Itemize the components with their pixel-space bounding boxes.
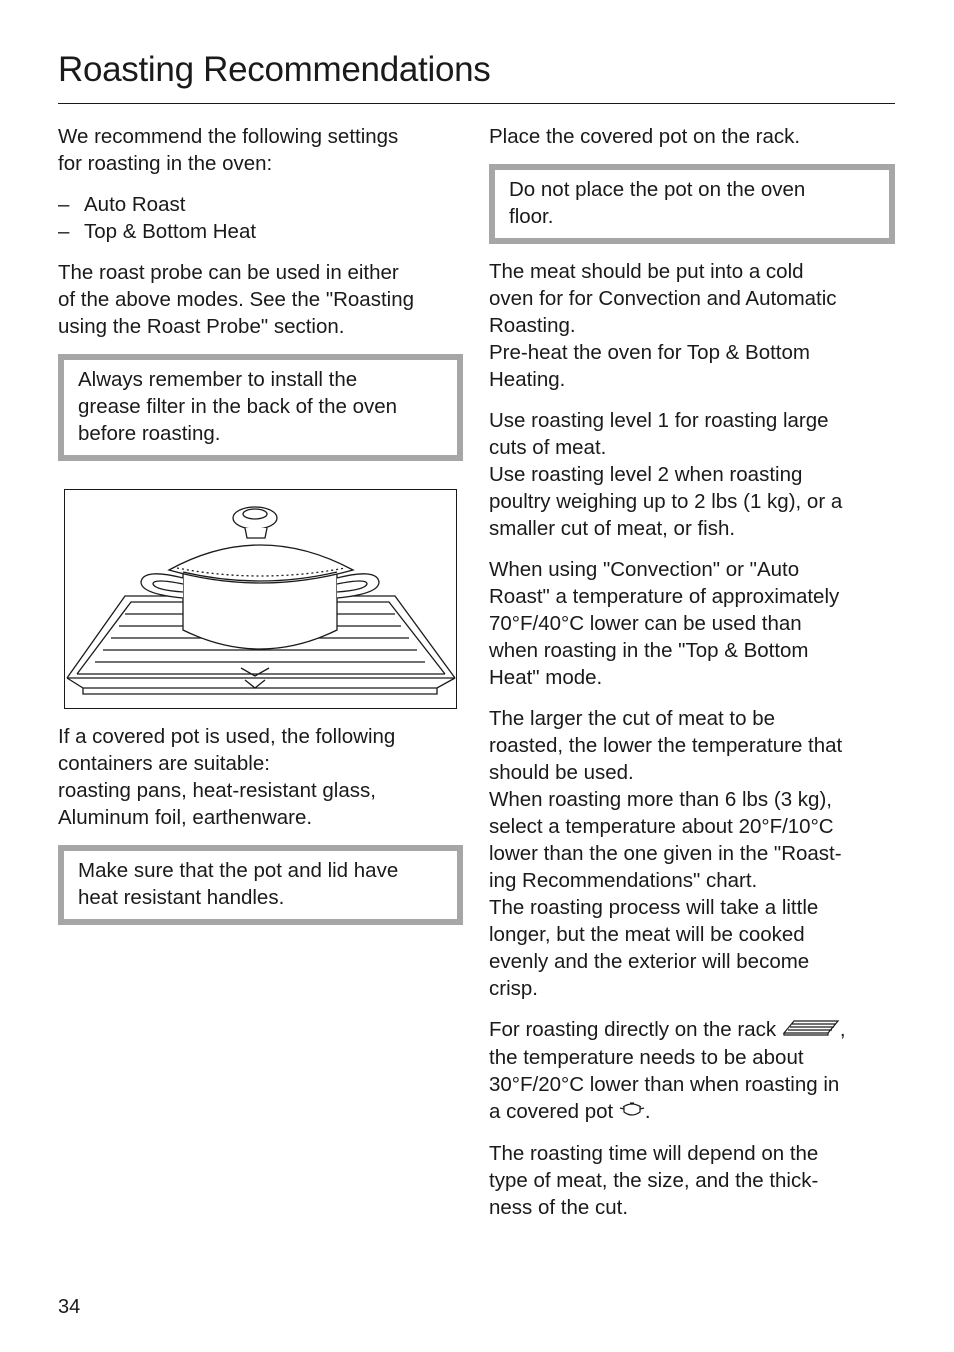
rack-text-part: . [644,1100,651,1124]
covered-pot-on-rack-illustration [64,489,457,709]
roasting-levels-text: Use roasting level 1 for roasting large cuts of meat. Use roasting level 2 when roasting poultry weighing up to 2 lbs (1 kg), or a smaller cut of meat, or fish. [489,409,843,540]
modes-list [58,191,463,245]
probe-text: The roast probe can be used in either of the above modes. See the "Roasting using the Roast Probe" section. [58,261,415,338]
convection-temperature-text: When using "Convection" or "Auto Roast" a temperature of approximately 70°F/40°C lower can be used than when roasting in the "Top & Bottom Heat" mode. [489,558,840,689]
page-title: Roasting Recommendations [58,50,491,89]
place-pot-text: Place the covered pot on the rack. [489,125,801,148]
covered-pot-icon [619,1099,645,1126]
list-item: – Auto Roast [58,191,463,218]
right-column [489,123,895,1235]
larger-cut-text: The larger the cut of meat to be roasted, the lower the temperature that should be used. When roasting more than 6 lbs (3 kg), select a temperature about 20°F/10°C lower than the one given in the "Roast- ing Recommendations" chart. The roasting process will take a little longer, but the meat will be cooked evenly and the exterior will become crisp. [489,707,843,1000]
rack-roasting-text [489,1016,895,1126]
page-number: 34 [58,1296,81,1318]
grease-filter-note: Always remember to install the grease filter in the back of the oven before roasting. [58,354,463,461]
title-divider [58,103,895,104]
rack-icon [782,1017,840,1044]
containers-text: If a covered pot is used, the following containers are suitable: roasting pans, heat-resistant glass, Aluminum foil, earthenware. [58,725,396,829]
handles-note: Make sure that the pot and lid have heat resistant handles. [58,845,463,925]
roasting-time-text: The roasting time will depend on the type of meat, the size, and the thick- ness of the cut. [489,1142,819,1220]
pot-rack-drawing [65,490,456,708]
oven-floor-note: Do not place the pot on the oven floor. [489,164,895,244]
rack-text-part: For roasting directly on the rack [489,1018,782,1041]
cold-oven-text: The meat should be put into a cold oven for for Convection and Automatic Roasting. Pre-heat the oven for Top & Bottom Heating. [489,260,837,391]
rack-text-part: , the temperature needs to be about 30°F/20°C lower than when roasting in a covered pot [489,1018,846,1124]
intro-text: We recommend the following settings for roasting in the oven: [58,125,399,175]
left-column [58,123,463,939]
list-item: – Top & Bottom Heat [58,218,463,245]
